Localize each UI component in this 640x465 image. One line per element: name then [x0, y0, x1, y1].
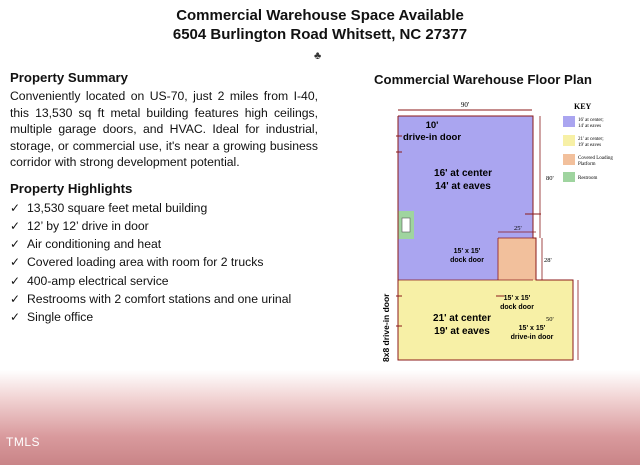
key-swatch-upper — [563, 116, 575, 127]
key-swatch-loading — [563, 154, 575, 165]
key-swatch-lower — [563, 135, 575, 146]
list-item — [10, 253, 318, 271]
key-label: 14' at eaves — [578, 124, 602, 129]
lower-ceiling-label: 19' at eaves — [434, 326, 490, 337]
check-icon: ✓ — [10, 200, 21, 215]
highlight-text: 13,530 square feet metal building — [27, 200, 208, 215]
upper-ceiling-label: 14' at eaves — [435, 181, 491, 192]
highlight-text: Restrooms with 2 comfort stations and one urinal — [27, 291, 292, 306]
check-icon: ✓ — [10, 237, 21, 252]
summary-text: Conveniently located on US-70, just 2 miles from I-40, this 13,530 sq ft metal building features high ceilings, multiple garage doors, and HVAC. Ideal for industrial, storage, or commercial use, it's near a growing business corridor with strong development potential. — [10, 89, 318, 169]
list-item — [10, 199, 318, 217]
key-label: Covered Loading — [578, 156, 613, 161]
loading-platform — [498, 238, 536, 280]
highlight-text: 12’ by 12’ drive in door — [27, 218, 149, 233]
floor-plan-title: Commercial Warehouse Floor Plan — [374, 72, 592, 87]
check-icon: ✓ — [10, 255, 21, 270]
key-label: Platform — [578, 162, 596, 167]
list-item — [10, 308, 318, 326]
key-title: KEY — [574, 102, 592, 111]
tmls-watermark: TMLS — [6, 435, 41, 449]
property-info — [10, 70, 318, 327]
upper-ceiling-label: 16' at center — [434, 168, 492, 179]
key-label: 21' at center; — [578, 137, 604, 142]
loading-width-dimension: 25' — [514, 225, 522, 232]
width-dimension: 90' — [460, 101, 470, 109]
key-label: 16' at center; — [578, 118, 604, 123]
highlight-text: Covered loading area with room for 2 trucks — [27, 255, 264, 270]
check-icon: ✓ — [10, 218, 21, 233]
side-door-label: 8x8 drive-in door — [381, 293, 391, 362]
list-item — [10, 290, 318, 308]
key-swatch-restroom — [563, 172, 575, 182]
check-icon: ✓ — [10, 310, 21, 325]
highlight-text: Air conditioning and heat — [27, 237, 162, 252]
summary-title: Property Summary — [10, 70, 128, 85]
dock-door-label: 15' x 15' — [453, 248, 481, 255]
highlights-title: Property Highlights — [10, 180, 133, 196]
top-door-label: drive-in door — [402, 132, 462, 143]
highlights-list — [10, 199, 318, 327]
property-address: 6504 Burlington Road Whitsett, NC 27377 — [172, 26, 468, 43]
bottom-door-label: drive-in door — [510, 334, 554, 341]
list-item — [10, 217, 318, 235]
key-label: Restroom — [578, 176, 598, 181]
check-icon: ✓ — [10, 273, 21, 288]
dock-door-label: 15' x 15' — [503, 295, 531, 302]
list-item — [10, 272, 318, 290]
footer-band — [0, 370, 640, 465]
page-header — [0, 6, 640, 44]
top-door-label: 10' — [425, 120, 439, 131]
check-icon: ✓ — [10, 291, 21, 306]
height-dimension: 80' — [546, 175, 554, 182]
list-item — [10, 235, 318, 253]
key-label: 19' at eaves — [578, 143, 602, 148]
dock-door-label: dock door — [500, 304, 534, 311]
highlight-text: Single office — [27, 310, 94, 325]
bottom-right-dimension: 50' — [546, 316, 554, 323]
ornament-glyph: ♣ — [314, 50, 322, 62]
floor-plan-diagram — [370, 96, 632, 364]
toilet-icon — [402, 218, 410, 232]
page-title: Commercial Warehouse Space Available — [176, 7, 464, 24]
bottom-door-label: 15' x 15' — [518, 325, 546, 332]
lower-ceiling-label: 21' at center — [433, 313, 491, 324]
dock-door-label: dock door — [450, 257, 484, 264]
loading-height-dimension: 28' — [544, 257, 552, 264]
highlight-text: 400-amp electrical service — [27, 273, 169, 288]
